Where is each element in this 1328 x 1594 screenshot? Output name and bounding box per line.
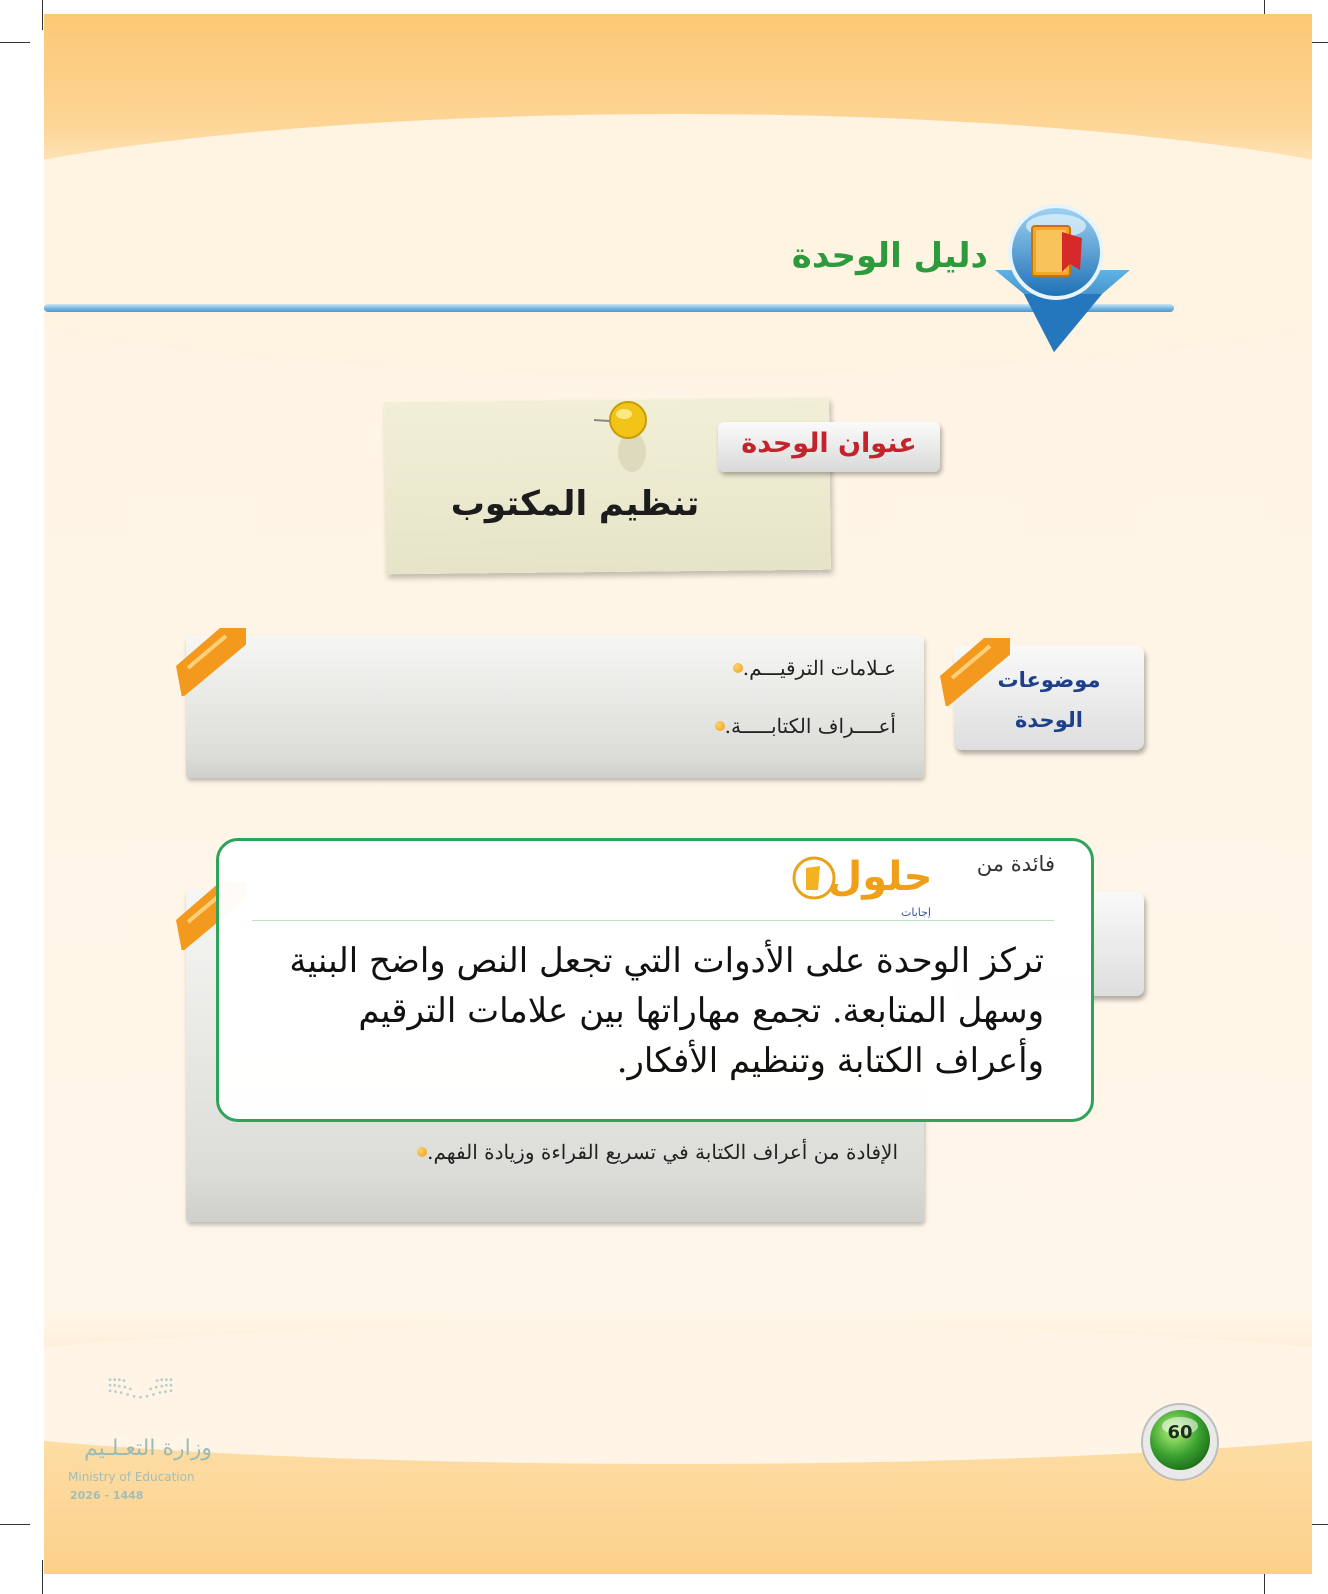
bullet-dot-icon — [733, 663, 743, 673]
crop-mark — [0, 1524, 30, 1525]
callout-divider — [252, 920, 1054, 921]
list-item: الإفادة من أعراف الكتابة في تسريع القراءة وزيادة الفهم. — [411, 1140, 898, 1164]
ministry-logo-icon — [66, 1376, 216, 1436]
book-badge-icon — [990, 204, 1140, 354]
ministry-year: 2026 - 1448 — [70, 1489, 144, 1502]
topics-label: موضوعات الوحدة — [997, 668, 1101, 732]
topics-list — [300, 652, 896, 752]
ministry-name-ar: وزارة التعـلـيم — [83, 1436, 212, 1461]
callout-from-label: فائدة من — [976, 852, 1055, 876]
bullet-dot-icon — [417, 1147, 427, 1157]
crop-mark — [0, 42, 30, 43]
bottom-arc-highlight — [44, 1324, 1312, 1464]
objectives-list — [300, 1140, 898, 1180]
unit-title: تنظيم المكتوب — [450, 484, 700, 524]
hulul-logo-icon — [788, 846, 938, 918]
unit-label: عنوان الوحدة — [741, 428, 917, 459]
list-item: عـلامات الترقيـــم. — [727, 656, 896, 680]
orange-ribbon-icon — [176, 626, 246, 696]
bullet-dot-icon — [715, 721, 725, 731]
crop-mark — [42, 1560, 43, 1594]
crop-mark — [42, 0, 43, 30]
list-item: أعــــراف الكتابـــــة. — [709, 714, 896, 738]
push-pin-icon — [590, 396, 660, 476]
page-number: 60 — [1167, 1422, 1193, 1443]
callout-text: تركز الوحدة على الأدوات التي تجعل النص واضح البنية وسهل المتابعة. تجمع مهاراتها بين علامات الترقيم وأعراف الكتابة وتنظيم الأفكار. — [289, 941, 1044, 1081]
unit-guide-title: دليل الوحدة — [791, 236, 988, 276]
ministry-name-en: Ministry of Education — [68, 1470, 195, 1484]
logo-sub: إجابات — [901, 906, 931, 918]
logo-text: حلول — [827, 854, 933, 900]
